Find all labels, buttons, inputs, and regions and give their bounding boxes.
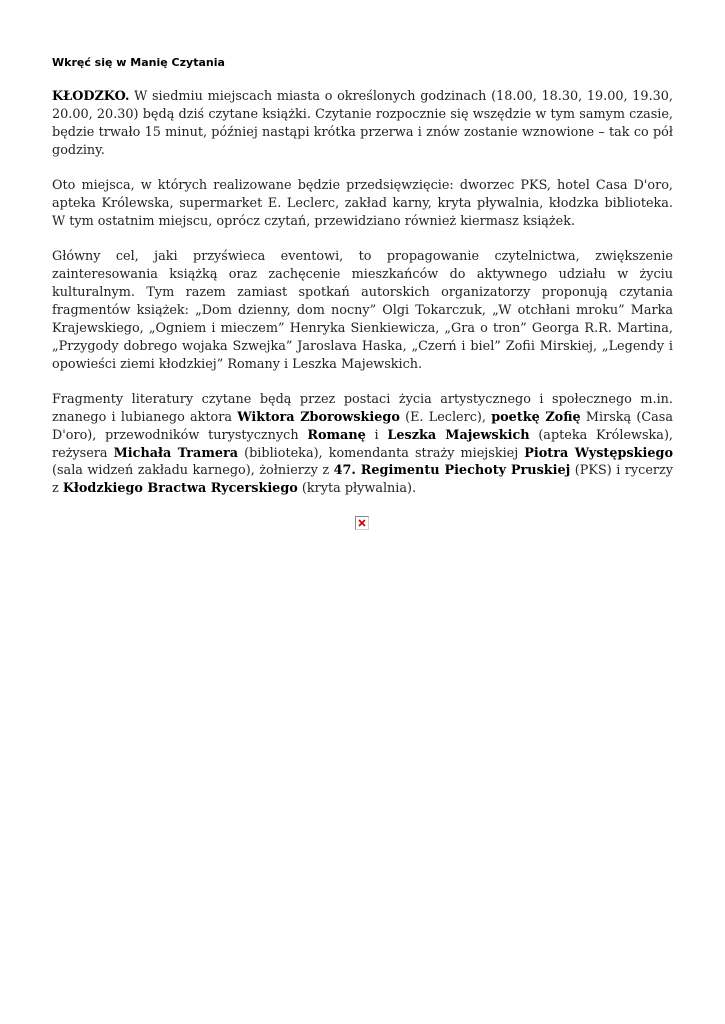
text-run: W siedmiu miejscach miasta o określonych godzinach (18.00, 18.30, 19.00, 19.30, 20.00, 20.30) będą dziś czytane książki. Czytanie rozpocznie się wszędzie w tym samym czasie, będzie trwało 15 minut, później nastąpi krótka przerwa i znów zostanie wznowione – tak co pół godziny. [52,89,673,158]
bold-text: Wiktora Zborowskiego [237,409,400,425]
text-run: (biblioteka), komendanta straży miejskiej [238,445,525,461]
text-run: Oto miejsca, w których realizowane będzie przedsięwzięcie: dworzec PKS, hotel Casa D'oro, apteka Królewska, supermarket E. Leclerc, zakład karny, kryta pływalnia, kłodzka biblioteka. W tym ostatnim miejscu, oprócz czytań, przewidziano również kiermasz książek. [52,178,673,229]
article-paragraph [52,248,673,373]
bold-text: Michała Tramera [113,445,239,461]
text-run: Fragmenty literatury czytane będą przez postaci życia artystycznego i społecznego m.in. znanego i lubianego aktora [52,391,673,425]
bold-text: 47. Regimentu Piechoty Pruskiej [333,463,571,479]
text-run: (sala widzeń zakładu karnego), żołnierzy z [52,463,334,479]
article-paragraph [52,88,673,160]
broken-image-icon [356,517,368,529]
article-paragraph [52,391,673,498]
text-run: (PKS) i rycerzy z [52,463,673,497]
article-title: Wkręć się w Manię Czytania [52,56,225,69]
broken-image-placeholder [355,516,369,530]
text-run: Mirską (Casa D'oro), przewodników turystycznych [52,409,673,443]
text-run: (apteka Królewska), reżysera [52,427,673,461]
text-run: (kryta pływalnia). [297,481,417,497]
bold-text: Kłodzkiego Bractwa Rycerskiego [62,481,298,497]
bold-text: Leszka Majewskich [387,427,530,443]
bold-text: KŁODZKO. [52,89,130,104]
article-body [52,88,673,516]
bold-text: poetkę Zofię [491,409,581,425]
bold-text: Romanę [307,427,366,443]
text-run: i [365,427,388,443]
bold-text: Piotra Występskiego [524,445,673,461]
text-run: (E. Leclerc), [399,409,492,425]
text-run: Główny cel, jaki przyświeca eventowi, to propagowanie czytelnictwa, zwiększenie zainteresowania książką oraz zachęcenie mieszkańców do aktywnego udziału w życiu kulturalnym. Tym razem zamiast spotkań autorskich organizatorzy proponują czytania fragmentów książek: „Dom dzienny, dom nocny” Olgi Tokarczuk, „W otchłani mroku” Marka Krajewskiego, „Ogniem i mieczem” Henryka Sienkiewicza, „Gra o tron” Georga R.R. Martina, „Przygody dobrego wojaka Szwejka” Jaroslava Haska, „Czerń i biel” Zofii Mirskiej, „Legendy i opowieści ziemi kłodzkiej” Romany i Leszka Majewskich. [52,249,673,372]
article-paragraph [52,177,673,231]
